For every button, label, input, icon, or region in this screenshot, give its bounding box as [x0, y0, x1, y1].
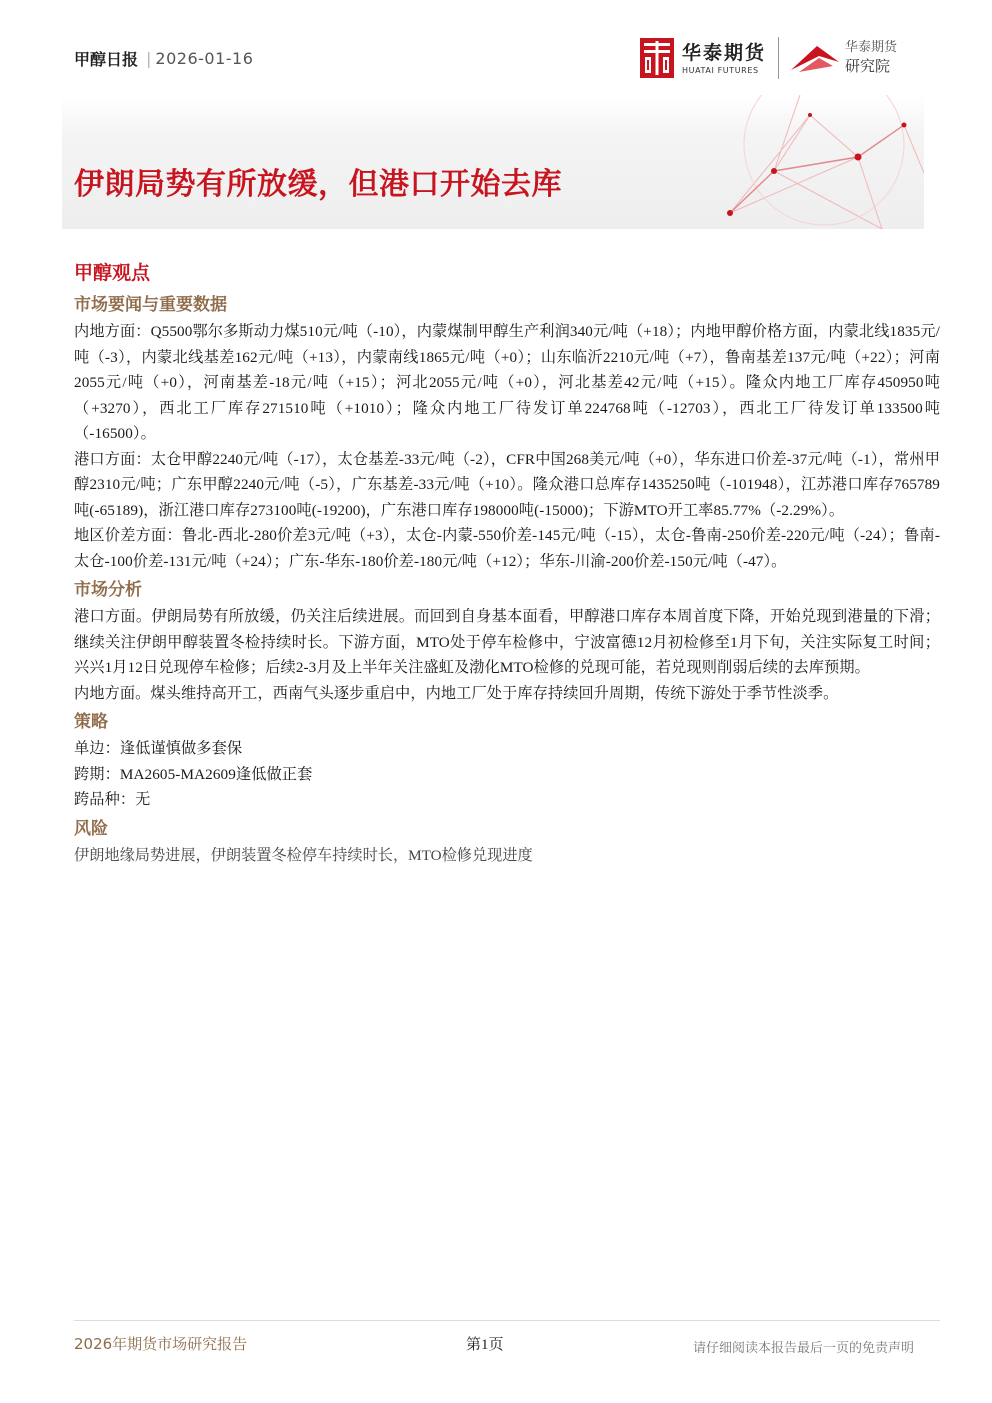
report-header	[74, 44, 253, 72]
page-title: 伊朗局势有所放缓，但港口开始去库	[74, 167, 562, 202]
analysis-paragraph: 内地方面。煤头维持高开工，西南气头逐步重启中，内地工厂处于库存持续回升周期，传统下游处于季节性淡季。	[74, 684, 839, 702]
page-footer	[74, 1320, 940, 1356]
institute-name-line2: 研究院	[845, 57, 891, 75]
footer-disclaimer-note: 请仔细阅读本报告最后一页的免责声明	[692, 1341, 914, 1356]
strategy-heading: 策略	[74, 712, 108, 732]
market-news-paragraph: 地区价差方面：鲁北-西北-280价差3元/吨（+3），太仓-内蒙-550价差-145元/吨（-15），太仓-鲁南-250价差-220元/吨（-24）；鲁南-太仓-100价差-131元/吨（+24）；广东-华东-180价差-180元/吨（+12）；华东-川渝-200价差-150元/吨（-47）。	[74, 527, 940, 570]
strategy-line: 跨品种：无	[74, 791, 151, 808]
logo-cn-name: 华泰期货	[682, 41, 767, 64]
main-content	[74, 252, 940, 868]
strategy-line: 单边：逢低谨慎做多套保	[74, 740, 243, 757]
institute-logo-icon	[789, 40, 841, 76]
risk-text: 伊朗地缘局势进展，伊朗装置冬检停车持续时长，MTO检修兑现进度	[74, 846, 533, 864]
risk-heading: 风险	[74, 818, 108, 839]
institute-name-line1: 华泰期货	[845, 40, 898, 55]
strategy-line: 跨期：MA2605-MA2609逢低做正套	[74, 765, 313, 783]
report-date: 2026-01-16	[155, 48, 254, 68]
logo-en-name: HUATAI FUTURES	[682, 65, 759, 75]
network-graphic-icon	[624, 95, 924, 229]
market-news-paragraph: 内地方面：Q5500鄂尔多斯动力煤510元/吨（-10），内蒙煤制甲醇生产利润340元/吨（+18）；内地甲醇价格方面，内蒙北线1835元/吨（-3），内蒙北线基差162元/吨（+13），内蒙南线1865元/吨（+0）；山东临沂2210元/吨（+7），鲁南基差137元/吨（+22）；河南2055元/吨（+0），河南基差-18元/吨（+15）；河北2055元/吨（+0），河北基差42元/吨（+15）。隆众内地工厂库存450950吨（+3270），西北工厂库存271510吨（+1010）；隆众内地工厂待发订单224768吨（-12703），西北工厂待发订单133500吨（-16500）。	[74, 323, 940, 442]
logo-divider	[778, 37, 779, 79]
market-news-paragraph: 港口方面：太仓甲醇2240元/吨（-17），太仓基差-33元/吨（-2），CFR中国268美元/吨（+0），华东进口价差-37元/吨（-1），常州甲醇2310元/吨；广东甲醇2240元/吨（-5），广东基差-33元/吨（+10）。隆众港口总库存1435250吨（-101948），江苏港口库存765789吨(-65189)，浙江港口库存273100吨(-19200)，广东港口库存198000吨(-15000)；下游MTO开工率85.77%（-2.29%）。	[74, 450, 940, 519]
report-name: 甲醇日报	[74, 49, 139, 69]
market-news-heading: 市场要闻与重要数据	[74, 295, 227, 315]
huatai-logo-icon	[640, 38, 674, 78]
section-title: 甲醇观点	[74, 262, 151, 284]
title-banner	[62, 95, 924, 229]
brand-logos	[640, 32, 930, 84]
page-number: 第1页	[466, 1337, 504, 1353]
header-separator: |	[146, 48, 152, 68]
analysis-paragraph: 港口方面。伊朗局势有所放缓，仍关注后续进展。而回到自身基本面看，甲醇港口库存本周首度下降，开始兑现到港量的下滑；继续关注伊朗甲醇装置冬检持续时长。下游方面，MTO处于停车检修中，宁波富德12月初检修至1月下旬，关注实际复工时间；兴兴1月12日兑现停车检修；后续2-3月及上半年关注盛虹及渤化MTO检修的兑现可能，若兑现则削弱后续的去库预期。	[74, 608, 940, 676]
footer-report-series: 2026年期货市场研究报告	[74, 1335, 248, 1353]
analysis-heading: 市场分析	[74, 580, 142, 600]
